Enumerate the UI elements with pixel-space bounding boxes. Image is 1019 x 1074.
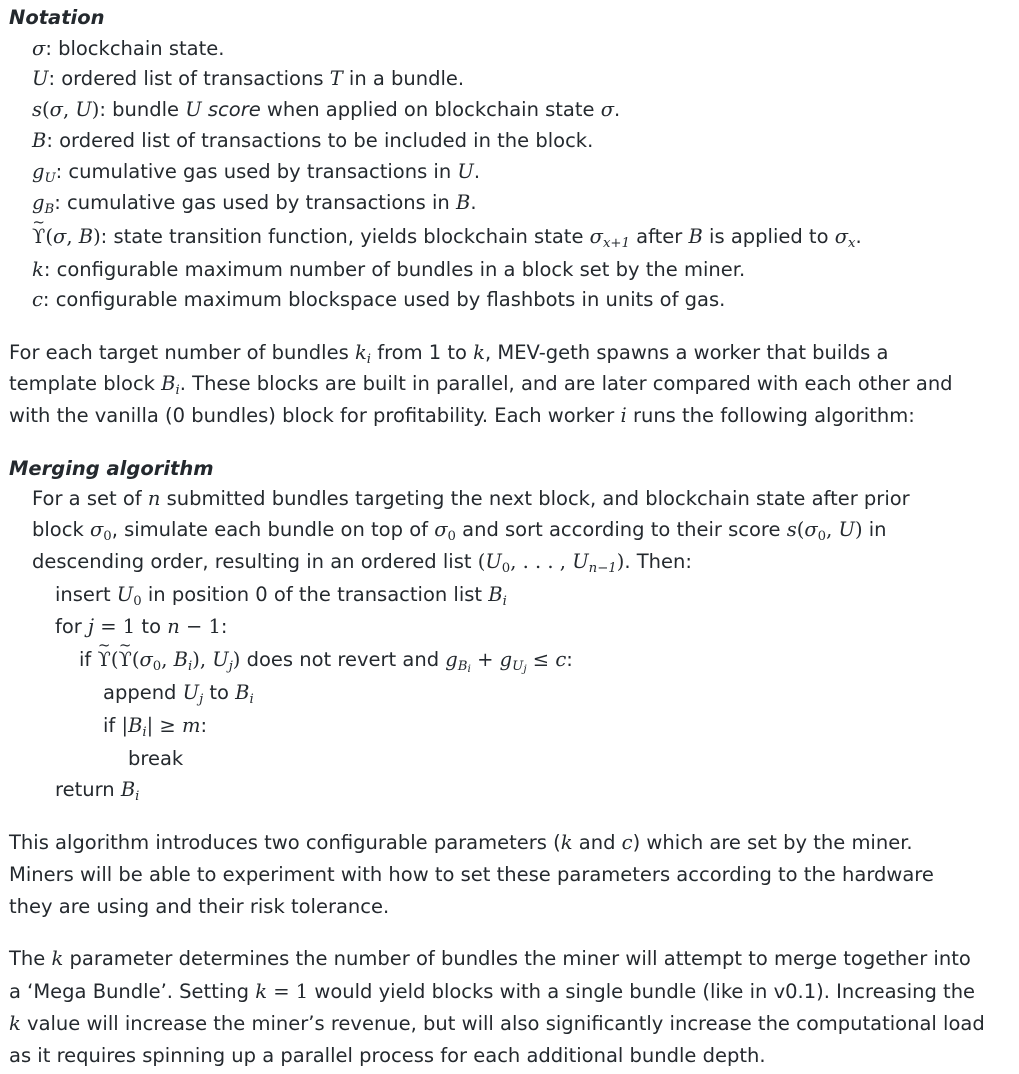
algo-append: append $U_j$ to $B_i$ — [103, 681, 254, 707]
algo-if-revert: if ~ ϒ(~ $ϒ(\sigma_0$, $B_i$), $U_j$) does not revert and $g_{B_i} + g_{U_j} \le c$: — [79, 647, 573, 673]
notation-k: k: configurable maximum number of bundles in a block set by the miner. — [32, 258, 746, 281]
notation-score: s(σ, U): bundle U score when applied on blockchain state σ. — [32, 98, 621, 121]
notation-sigma: σ: blockchain state. — [32, 37, 225, 60]
para3-line4: as it requires spinning up a parallel process for each additional bundle depth. — [9, 1044, 766, 1067]
notation-u: U: ordered list of transactions T in a bundle. — [32, 67, 465, 90]
merging-heading: Merging algorithm — [9, 457, 214, 480]
algo-return: return $B_i$ — [55, 778, 140, 804]
notation-gb: $g_B$: cumulative gas used by transactions in B. — [32, 191, 477, 217]
para1-line3: with the vanilla (0 bundles) block for profitability. Each worker i runs the following algorithm: — [9, 404, 915, 427]
para3-line1: The k parameter determines the number of bundles the miner will attempt to merge together into — [9, 947, 971, 970]
para2-line3: they are using and their risk tolerance. — [9, 895, 390, 918]
algo-insert: insert $U_0$ in position 0 of the transaction list $B_i$ — [55, 583, 507, 609]
algo-if-size: if $|B_i| \ge m$: — [103, 714, 208, 740]
notation-gu: $g_U$: cumulative gas used by transactions in U. — [32, 160, 481, 186]
notation-b: B: ordered list of transactions to be included in the block. — [32, 129, 594, 152]
para3-line2: a ‘Mega Bundle’. Setting k = 1 would yield blocks with a single bundle (like in v0.1). Increasing the — [9, 980, 976, 1003]
notation-c: c: configurable maximum blockspace used by flashbots in units of gas. — [32, 288, 726, 311]
para1-line2: template block $B_i$. These blocks are built in parallel, and are later compared with each other and — [9, 372, 953, 398]
merging-line1: For a set of n submitted bundles targeting the next block, and blockchain state after prior — [32, 487, 910, 510]
notation-heading: Notation — [9, 6, 105, 29]
merging-line2: block $\sigma_0$, simulate each bundle on top of $\sigma_0$ and sort according to their score $s(\sigma_0$, U) in — [32, 518, 887, 544]
algo-for: for j = 1 to n − 1: — [55, 615, 228, 638]
para2-line2: Miners will be able to experiment with how to set these parameters according to the hardware — [9, 863, 934, 886]
para1-line1: For each target number of bundles $k_i$ from 1 to k, MEV-geth spawns a worker that builds a — [9, 341, 889, 367]
para3-line3: k value will increase the miner’s revenue, but will also significantly increase the computational load — [9, 1012, 985, 1035]
para2-line1: This algorithm introduces two configurable parameters (k and c) which are set by the miner. — [9, 831, 913, 854]
notation-upsilon: ~ ϒ(σ, B): state transition function, yields blockchain state $\sigma_{x+1}$ after B is applied to $\sigma_x$. — [32, 224, 862, 250]
algo-break: break — [128, 747, 184, 770]
merging-line3: descending order, resulting in an ordered list ($U_0$, . . . , $U_{n-1}$). Then: — [32, 550, 692, 576]
